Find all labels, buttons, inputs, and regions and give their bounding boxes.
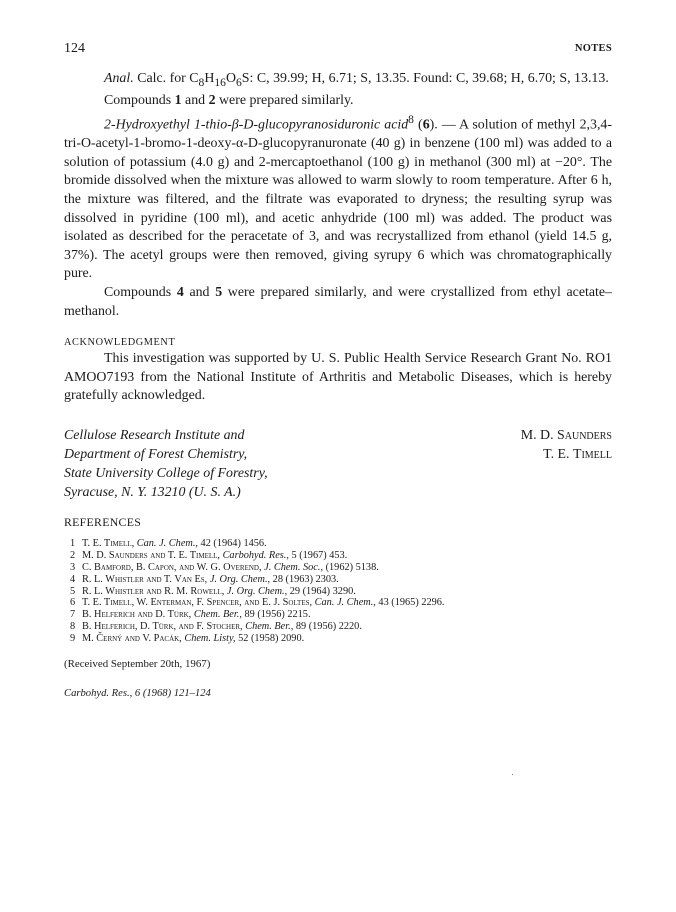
reference-authors: B. Helferich and D. Türk, [82,609,192,621]
text-span: Compounds [104,284,177,300]
reference-journal: Chem. Ber., [245,621,294,633]
reference-number: 4 [70,573,76,585]
affiliation [64,426,268,502]
reference-body [82,609,311,621]
text-span: were prepared similarly. [215,93,354,109]
reference-body [82,621,362,633]
text-span: ). [429,117,438,133]
reference-details: 43 (1965) 2296. [378,597,445,609]
reference-number: 6 [70,597,76,609]
anal-text: Calc. for C [133,71,199,86]
reference-journal: Carbohyd. Res., [222,549,289,561]
reference-item [64,538,612,550]
author-initials: T. E. [543,446,573,462]
reference-body [82,586,356,598]
reference-journal: Chem. Listy, [184,633,236,645]
reference-details: 29 (1964) 3290. [289,585,356,597]
reference-number: 3 [70,561,76,573]
reference-number: 1 [70,537,76,549]
reference-details: 5 (1967) 453. [291,549,348,561]
references-heading: REFERENCES [64,514,142,529]
formula-subscript: 16 [214,75,226,89]
author-initials: M. D. [520,427,558,443]
formula-element: H [204,71,215,86]
reference-details: (1962) 5138. [325,561,379,573]
reference-item [64,550,612,562]
procedure-paragraph [64,111,612,284]
anal-label: Anal. [104,71,134,86]
reference-authors: B. Helferich, D. Türk, and F. Stocher, [82,621,243,633]
reference-number: 2 [70,549,76,561]
author-name [521,426,612,445]
text-span: were prepared similarly, and were crystallized from ethyl acetate–methanol. [64,284,613,319]
affiliation-line: Department of Forest Chemistry, [64,446,248,462]
crystallization-paragraph [64,284,612,321]
reference-details: 52 (1958) 2090. [238,633,305,645]
acknowledgment-heading: ACKNOWLEDGMENT [64,337,176,349]
reference-authors: M. Černý and V. Pacák, [82,633,182,645]
procedure-text: — A solution of methyl 2,3,4-tri-O-acetyl-1-bromo-1-deoxy-α-D-glucopyranuronate (40 g) in benzene (100 ml) was added to a solution of potassium (4.0 g) and 2-mercaptoethanol (100 g) in methanol (300 ml) at −20°. The bromide dissolved when the mixture was allowed to warm slowly to room temperature. After 6 h, the mixture was filtered, and the filtrate was evaporated to dryness; the resulting syrup was dissolved in pyridine (100 ml), and acetic anhydride (100 ml) was added. The product was isolated as described for the peracetate of 3, and was recrystallized from ethanol (yield 14.5 g, 37%). The acetyl groups were then removed, giving syrupy 6 which was chromatographically pure. [64,117,612,282]
compound-number: 5 [215,284,223,300]
author-surname: Saunders [557,427,612,443]
reference-journal: Chem. Ber., [193,609,242,621]
author-block [64,426,612,504]
authors [521,426,612,464]
formula-subscript: 6 [236,75,242,89]
reference-number: 9 [70,633,76,645]
reference-item [64,597,612,609]
reference-details: 28 (1963) 2303. [272,573,339,585]
reference-authors: R. L. Whistler and T. Van Es, [82,573,208,585]
reference-body [82,550,347,562]
scan-speck [512,774,513,775]
received-date: (Received September 20th, 1967) [64,658,211,671]
analysis-paragraph [64,70,612,92]
reference-authors: R. L. Whistler and R. M. Rowell, [82,585,225,597]
reference-number: 8 [70,621,76,633]
reference-body [82,633,304,645]
acknowledgment-text: This investigation was supported by U. S. Public Health Service Research Grant No. RO1 AMOO7193 from the National Institute of Arthritis and Metabolic Diseases, which is hereby gratefully acknowledged. [64,351,612,404]
reference-journal: Can. J. Chem., [136,537,198,549]
formula-subscript: 8 [198,75,205,89]
reference-number: 7 [70,609,76,621]
title-part: 2-Hydroxyethyl 1-thio-β- [104,117,244,133]
text-span: and [183,284,216,300]
compound-number: 1 [174,93,182,109]
text-span: and [181,93,209,109]
reference-item [64,609,612,621]
reference-journal: J. Chem. Soc., [264,561,324,573]
reference-item [64,574,612,586]
reference-details: 42 (1964) 1456. [200,537,267,549]
reference-number: 5 [70,585,76,597]
reference-journal: J. Org. Chem., [209,573,271,585]
affiliation-line: Cellulose Research Institute and [64,427,245,443]
running-head [64,41,612,59]
compound-title [104,118,408,133]
journal-citation: Carbohyd. Res., 6 (1968) 121–124 [64,688,211,700]
reference-details: 89 (1956) 2215. [244,609,311,621]
reference-details: 89 (1956) 2220. [295,621,362,633]
reference-journal: J. Org. Chem., [226,585,288,597]
article-body [64,70,612,701]
similar-prep-paragraph [64,92,612,111]
text-span: ( [413,117,423,133]
title-part: D [243,117,254,133]
reference-item [64,562,612,574]
compound-number: 2 [208,93,216,109]
affiliation-line: State University College of Forestry, [64,465,268,481]
compound-number: 6 [422,117,430,133]
reference-authors: M. D. Saunders and T. E. Timell, [82,549,220,561]
formula-element: O [225,71,236,86]
reference-marker: 8 [408,112,414,126]
reference-item [64,621,612,633]
reference-authors: T. E. Timell, W. Enterman, F. Spencer, and E. J. Soltes, [82,597,313,609]
page-number: 124 [64,41,85,56]
author-surname: Timell [572,446,612,462]
compound-number: 4 [176,284,184,300]
reference-body [82,538,267,550]
reference-list [64,538,612,645]
reference-item [64,586,612,598]
reference-journal: Can. J. Chem., [314,597,376,609]
reference-body [82,562,379,574]
reference-authors: T. E. Timell, [82,537,135,549]
author-name [521,445,612,464]
reference-item [64,633,612,645]
anal-values: S: C, 39.99; H, 6.71; S, 13.35. Found: C, 39.68; H, 6.70; S, 13.13. [241,71,609,86]
affiliation-line: Syracuse, N. Y. 13210 (U. S. A.) [64,484,241,500]
title-part: -glucopyranosiduronic acid [253,117,409,133]
text-span: Compounds [104,93,175,109]
reference-body [82,597,445,609]
section-label: NOTES [574,43,612,54]
reference-authors: C. Bamford, B. Capon, and W. G. Overend, [82,561,262,573]
reference-body [82,574,339,586]
